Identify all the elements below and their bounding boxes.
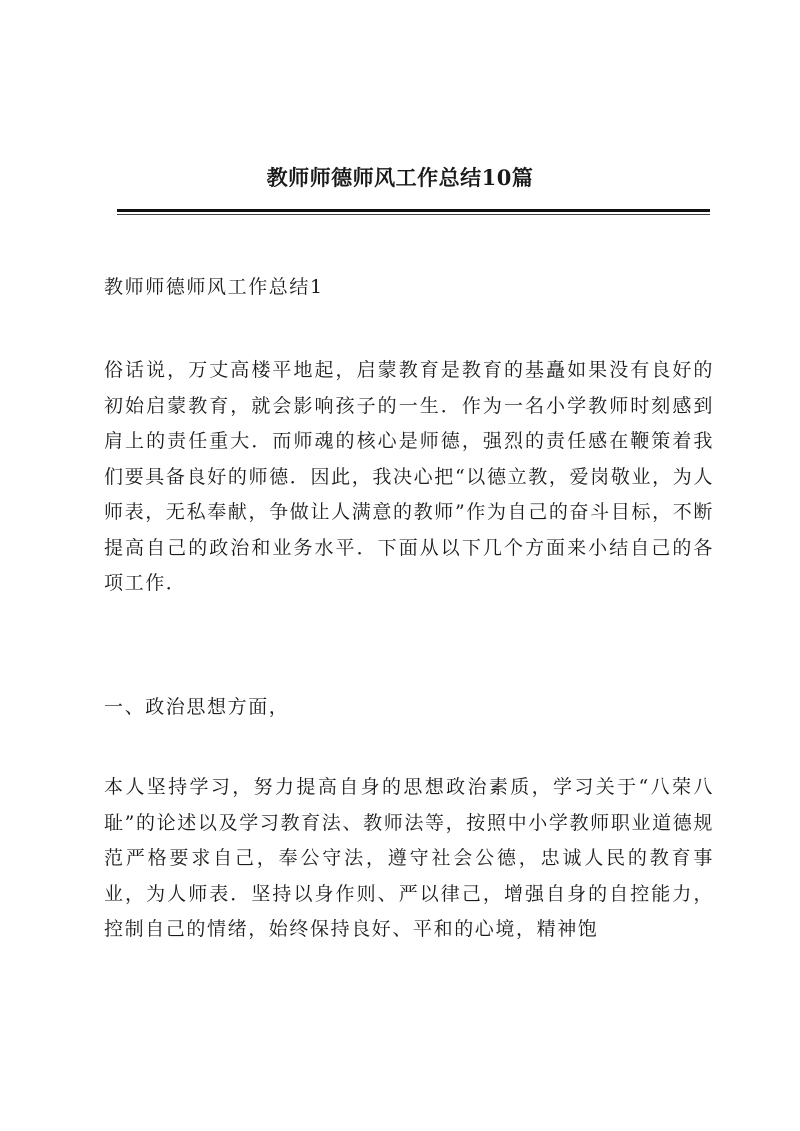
body-paragraph-1: 俗话说，万丈高楼平地起，启蒙教育是教育的基矗如果没有良好的初始启蒙教育，就会影响孩子的一生．作为一名小学教师时刻感到肩上的责任重大．而师魂的核心是师德，强烈的责任感在鞭策着我们要具备良好的师德．因此，我决心把“以德立教，爱岗敬业，为人师表，无私奉献，争做让人满意的教师”作为自己的奋斗目标，不断提高自己的政治和业务水平．下面从以下几个方面来小结自己的各项工作． bbox=[104, 359, 714, 594]
subtitle-heading: 教师师德师风工作总结1 bbox=[104, 276, 324, 298]
title-underline-thin bbox=[117, 214, 710, 215]
body-paragraph-2: 本人坚持学习，努力提高自身的思想政治素质，学习关于“八荣八耻”的论述以及学习教育法、教师法等，按照中小学教师职业道德规范严格要求自己，奉公守法，遵守社会公德，忠诚人民的教育事业，为人师表．坚持以身作则、严以律己，增强自身的自控能力，控制自己的情绪，始终保持良好、平和的心境，精神饱 bbox=[104, 776, 714, 940]
title-underline bbox=[117, 209, 710, 212]
section-heading-politics: 一、政治思想方面， bbox=[104, 696, 290, 718]
document-title: 教师师德师风工作总结10篇 bbox=[266, 165, 534, 190]
